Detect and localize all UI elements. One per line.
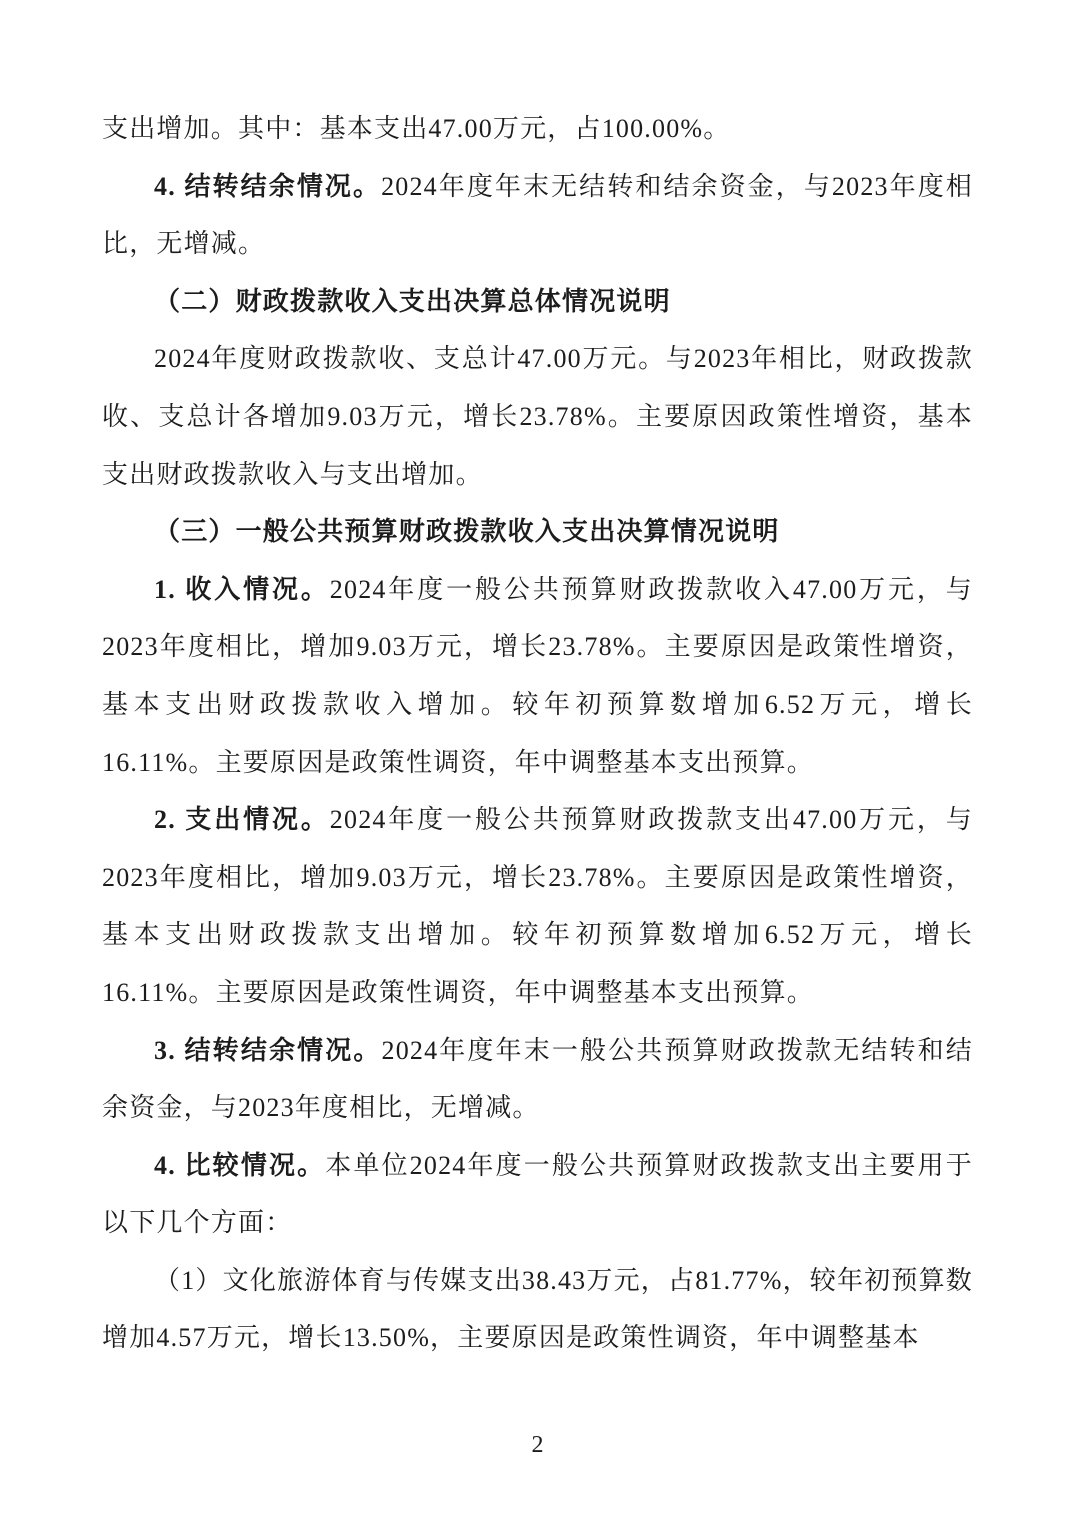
- paragraph-text: （1）文化旅游体育与传媒支出38.43万元，占81.77%，较年初预算数增加4.57万元，增长13.50%，主要原因是政策性调资，年中调整基本: [102, 1265, 973, 1353]
- paragraph-label: 4. 比较情况。: [154, 1150, 326, 1180]
- document-body: [102, 100, 973, 1367]
- section-heading-2: [102, 273, 973, 331]
- paragraph-income: [102, 561, 973, 791]
- paragraph-label: 2. 支出情况。: [154, 805, 330, 835]
- paragraph-text: 2024年度财政拨款收、支总计47.00万元。与2023年相比，财政拨款收、支总计各增加9.03万元，增长23.78%。主要原因政策性增资，基本支出财政拨款收入与支出增加。: [102, 344, 973, 489]
- section-heading-3: [102, 503, 973, 561]
- paragraph-text: 支出增加。其中：基本支出47.00万元，占100.00%。: [102, 114, 731, 143]
- paragraph-text: 本单位2024年度一般公共预算财政拨款支出主要用于以下几个方面：: [102, 1150, 973, 1238]
- paragraph-fiscal-total: [102, 330, 973, 503]
- heading-text: （三）一般公共预算财政拨款收入支出决算情况说明: [154, 517, 780, 547]
- page-number: 2: [531, 1432, 544, 1458]
- paragraph-culture-tourism-item: [102, 1252, 973, 1367]
- paragraph-text: 2024年度一般公共预算财政拨款支出47.00万元，与2023年度相比，增加9.03万元，增长23.78%。主要原因是政策性增资，基本支出财政拨款支出增加。较年初预算数增加6.52万元，增长16.11%。主要原因是政策性调资，年中调整基本支出预算。: [102, 805, 973, 1007]
- paragraph-carryover: [102, 1022, 973, 1137]
- heading-text: （二）财政拨款收入支出决算总体情况说明: [154, 286, 671, 316]
- paragraph-label: 3. 结转结余情况。: [154, 1035, 382, 1065]
- paragraph-carryover-summary: [102, 158, 973, 273]
- paragraph-label: 1. 收入情况。: [154, 574, 330, 604]
- paragraph-text: 2024年度年末无结转和结余资金，与2023年度相比，无增减。: [102, 171, 973, 259]
- paragraph-text: 2024年度年末一般公共预算财政拨款无结转和结余资金，与2023年度相比，无增减。: [102, 1035, 973, 1123]
- paragraph-expenditure: [102, 791, 973, 1021]
- paragraph-comparison: [102, 1137, 973, 1252]
- paragraph-text: 2024年度一般公共预算财政拨款收入47.00万元，与2023年度相比，增加9.03万元，增长23.78%。主要原因是政策性增资，基本支出财政拨款收入增加。较年初预算数增加6.52万元，增长16.11%。主要原因是政策性调资，年中调整基本支出预算。: [102, 574, 973, 777]
- paragraph-continuation: [102, 100, 973, 158]
- paragraph-label: 4. 结转结余情况。: [154, 171, 382, 201]
